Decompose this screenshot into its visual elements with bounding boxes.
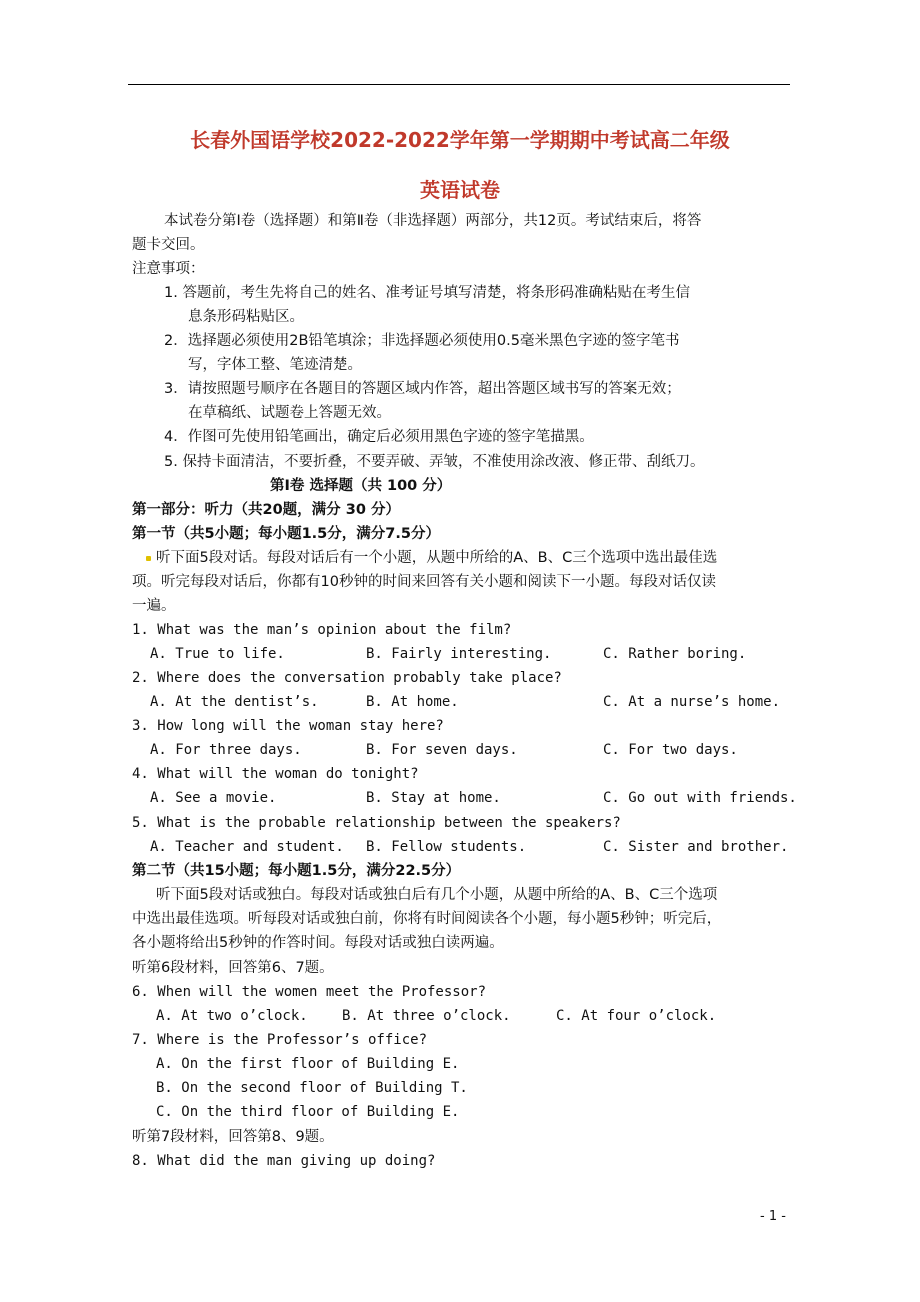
note-item: 1. 答题前，考生先将自己的姓名、准考证号填写清楚，将条形码准确粘贴在考生信: [164, 285, 690, 301]
section2-directions-3: 各小题将给出5秒钟的作答时间。每段对话或独白读两遍。: [132, 935, 504, 951]
section1-heading: 第一节（共5小题；每小题1.5分，满分7.5分）: [132, 526, 440, 542]
question-4: 4. What will the woman do tonight?: [132, 766, 419, 782]
question-2: 2. Where does the conversation probably take place?: [132, 670, 562, 686]
note-item: 4．作图可先使用铅笔画出，确定后必须用黑色字迹的签字笔描黑。: [164, 429, 594, 445]
question-8: 8. What did the man giving up doing?: [132, 1153, 436, 1169]
option-b: B. Fairly interesting.: [366, 646, 552, 662]
option-a: A. At two o’clock.: [156, 1008, 308, 1024]
option-b: B. At three o’clock.: [342, 1008, 511, 1024]
option-b: B. On the second floor of Building T.: [156, 1080, 468, 1096]
question-1: 1. What was the man’s opinion about the film?: [132, 622, 512, 638]
option-c: C. Rather boring.: [603, 646, 747, 662]
option-a: A. For three days.: [150, 742, 302, 758]
section1-directions-3: 一遍。: [132, 598, 176, 614]
option-c: C. For two days.: [603, 742, 738, 758]
notes-heading: 注意事项：: [132, 261, 205, 277]
section2-directions-1: 听下面5段对话或独白。每段对话或独白后有几个小题，从题中所给的A、B、C三个选项: [156, 887, 718, 903]
option-a: A. At the dentist’s.: [150, 694, 319, 710]
page-title: 长春外国语学校2022-2022学年第一学期期中考试高二年级: [190, 128, 730, 152]
option-b: B. At home.: [366, 694, 459, 710]
option-c: C. On the third floor of Building E.: [156, 1104, 460, 1120]
note-item: 2．选择题必须使用2B铅笔填涂；非选择题必须使用0.5毫米黑色字迹的签字笔书: [164, 333, 680, 349]
note-item-cont: 写，字体工整、笔迹清楚。: [188, 357, 362, 373]
question-5: 5. What is the probable relationship between the speakers?: [132, 815, 621, 831]
option-a: A. See a movie.: [150, 790, 277, 806]
section1-directions-1: 听下面5段对话。每段对话后有一个小题，从题中所给的A、B、C三个选项中选出最佳选: [156, 550, 718, 566]
note-item-cont: 在草稿纸、试题卷上答题无效。: [188, 405, 391, 421]
option-a: A. True to life.: [150, 646, 285, 662]
intro-line-1: 本试卷分第Ⅰ卷（选择题）和第Ⅱ卷（非选择题）两部分，共12页。考试结束后，将答: [164, 213, 702, 229]
question-6: 6. When will the women meet the Professor?: [132, 984, 487, 1000]
volume-heading: 第Ⅰ卷 选择题（共 100 分）: [270, 478, 452, 494]
option-a: A. On the first floor of Building E.: [156, 1056, 460, 1072]
section2-heading: 第二节（共15小题；每小题1.5分，满分22.5分）: [132, 863, 461, 879]
question-7: 7. Where is the Professor’s office?: [132, 1032, 428, 1048]
option-a: A. Teacher and student.: [150, 839, 344, 855]
option-b: B. For seven days.: [366, 742, 518, 758]
section1-directions-2: 项。听完每段对话后，你都有10秒钟的时间来回答有关小题和阅读下一小题。每段对话仅读: [132, 574, 716, 590]
option-b: B. Stay at home.: [366, 790, 501, 806]
material-6-heading: 听第6段材料，回答第6、7题。: [132, 960, 334, 976]
marker-dot: [146, 556, 151, 561]
question-3: 3. How long will the woman stay here?: [132, 718, 444, 734]
note-item-cont: 息条形码粘贴区。: [188, 309, 304, 325]
page-number: - 1 -: [760, 1209, 786, 1224]
intro-line-2: 题卡交回。: [132, 237, 205, 253]
option-c: C. At a nurse’s home.: [603, 694, 781, 710]
section2-directions-2: 中选出最佳选项。听每段对话或独白前，你将有时间阅读各个小题，每小题5秒钟；听完后，: [132, 911, 722, 927]
material-7-heading: 听第7段材料，回答第8、9题。: [132, 1129, 334, 1145]
option-c: C. At four o’clock.: [556, 1008, 717, 1024]
option-c: C. Sister and brother.: [603, 839, 789, 855]
note-item: 3．请按照题号顺序在各题目的答题区域内作答，超出答题区域书写的答案无效；: [164, 381, 681, 397]
header-rule: [128, 84, 790, 85]
page-subtitle: 英语试卷: [420, 178, 500, 202]
part-heading: 第一部分：听力（共20题，满分 30 分）: [132, 502, 400, 518]
note-item: 5. 保持卡面清洁，不要折叠，不要弄破、弄皱，不准使用涂改液、修正带、刮纸刀。: [164, 454, 705, 470]
option-c: C. Go out with friends.: [603, 790, 797, 806]
option-b: B. Fellow students.: [366, 839, 527, 855]
